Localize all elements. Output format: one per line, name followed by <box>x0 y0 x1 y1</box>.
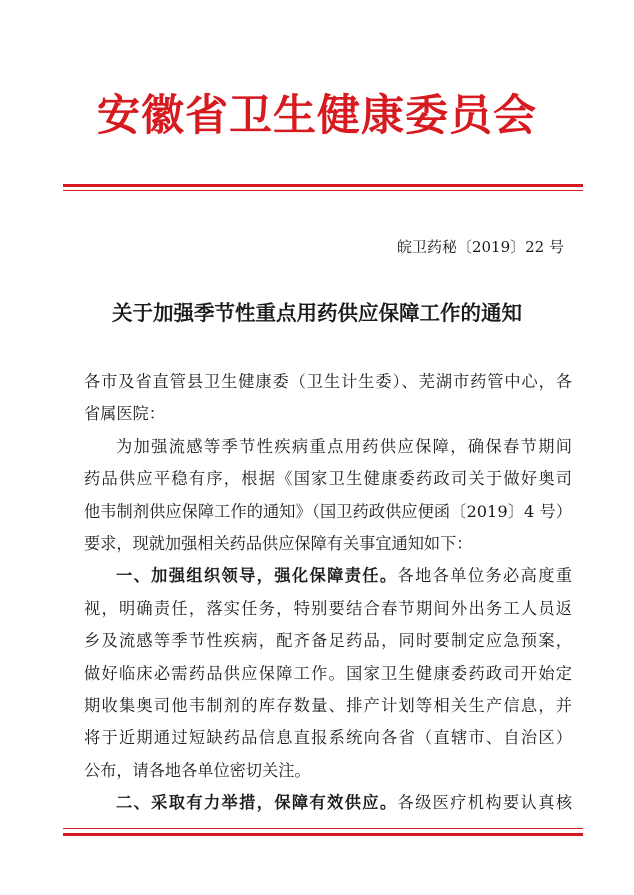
paragraph1-line-1: 为加强流感等季节性疾病重点用药供应保障，确保春节期间 <box>116 436 572 456</box>
header-rule-thick <box>63 184 583 187</box>
section1-line-5: 期收集奥司他韦制剂的库存数量、排产计划等相关生产信息，并 <box>84 695 572 715</box>
section1-line-7: 公布，请各地各单位密切关注。 <box>84 760 311 780</box>
paragraph1-line-2: 药品供应平稳有序，根据《国家卫生健康委药政司关于做好奥司 <box>84 469 572 489</box>
document-number: 皖卫药秘〔2019〕22 号 <box>396 238 564 256</box>
notice-title: 关于加强季节性重点用药供应保障工作的通知 <box>112 301 522 325</box>
footer-rule-thick <box>63 833 583 836</box>
section1-line-1 <box>84 560 572 592</box>
paragraph1-line-3: 他韦制剂供应保障工作的通知》（国卫药政供应便函〔2019〕4 号） <box>84 501 572 521</box>
section1-line-2: 视，明确责任，落实任务，特别要结合春节期间外出务工人员返 <box>84 598 572 618</box>
footer-rule-thin <box>63 828 583 829</box>
section1-line-4: 做好临床必需药品供应保障工作。国家卫生健康委药政司开始定 <box>84 663 572 683</box>
paragraph1-line-4: 要求，现就加强相关药品供应保障有关事宜通知如下： <box>84 533 473 553</box>
header-rule-thin <box>63 190 583 191</box>
salutation-line-1: 各市及省直管县卫生健康委（卫生计生委）、芜湖市药管中心，各 <box>84 372 572 391</box>
masthead-title: 安徽省卫生健康委员会 <box>97 91 537 141</box>
section2-heading: 二、采取有力举措，保障有效供应。 <box>116 793 398 813</box>
body-text <box>84 366 572 819</box>
section2-line-1 <box>84 787 572 819</box>
section1-line-3: 乡及流感等季节性疾病，配齐备足药品，同时要制定应急预案， <box>84 631 572 651</box>
section1-line-1-rest: 各地各单位务必高度重 <box>397 566 572 586</box>
section1-heading: 一、加强组织领导，强化保障责任。 <box>116 566 398 586</box>
salutation-line-2: 省属医院： <box>84 404 165 424</box>
section2-line-1-rest: 各级医疗机构要认真核 <box>397 793 572 813</box>
section1-line-6: 将于近期通过短缺药品信息直报系统向各省（直辖市、自治区） <box>84 728 572 748</box>
